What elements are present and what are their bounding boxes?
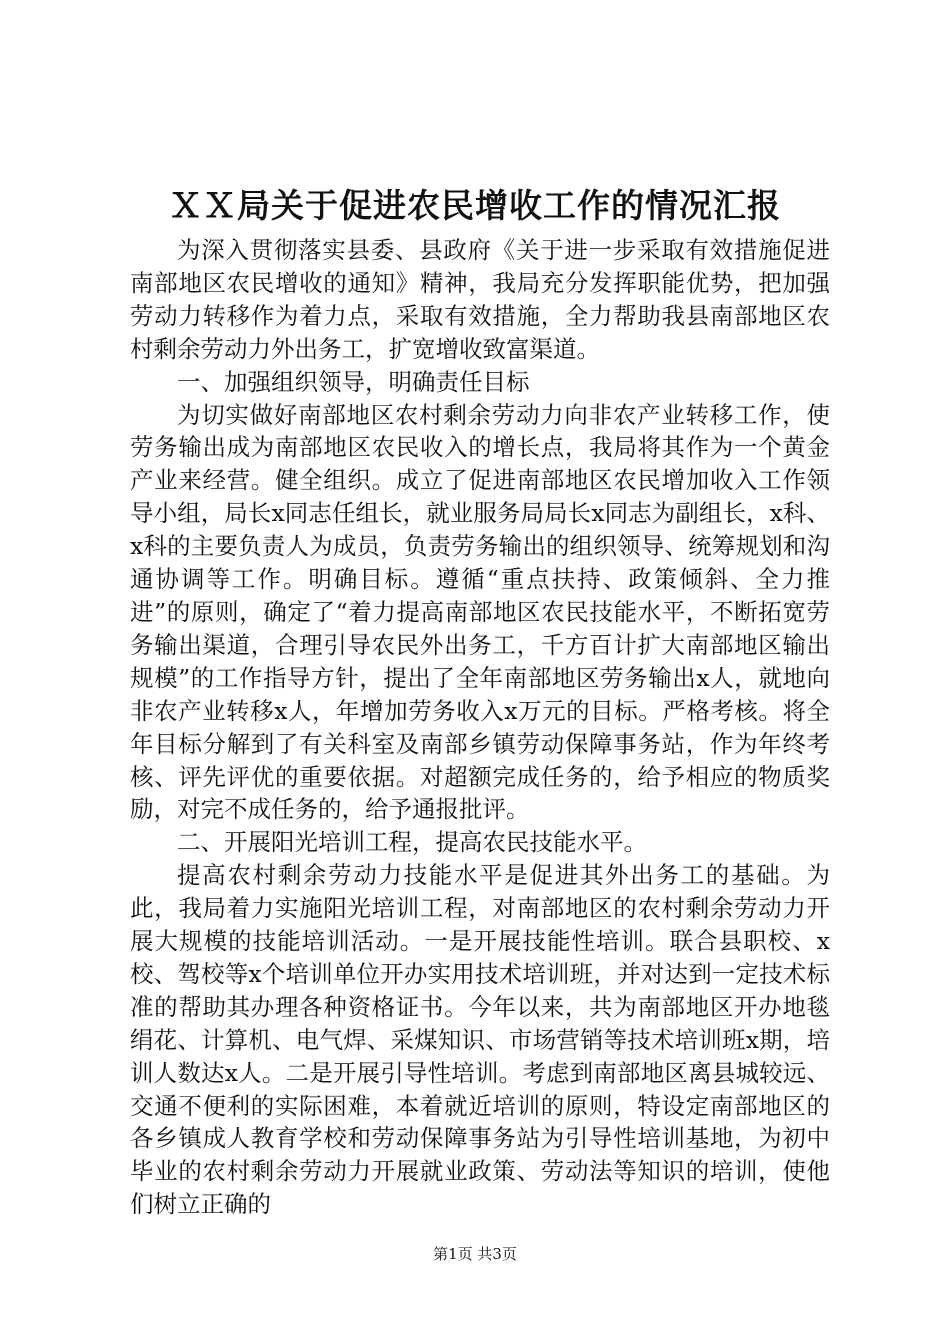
paragraph-section-1: 为切实做好南部地区农村剩余劳动力向非农产业转移工作，使劳务输出成为南部地区农民收入的增长点，我局将其作为一个黄金产业来经营。健全组织。成立了促进南部地区农民增加收入工作领导小组，局长x同志任组长，就业服务局局长x同志为副组长，x科、x科的主要负责人为成员，负责劳务输出的组织领导、统筹规划和沟通协调等工作。明确目标。遵循“重点扶持、政策倾斜、全力推进”的原则，确定了“着力提高南部地区农民技能水平，不断拓宽劳务输出渠道，合理引导农民外出务工，千方百计扩大南部地区输出规模”的工作指导方针，提出了全年南部地区劳务输出x人，就地向非农产业转移x人，年增加劳务收入x万元的目标。严格考核。将全年目标分解到了有关科室及南部乡镇劳动保障事务站，作为年终考核、评先评优的重要依据。对超额完成任务的，给予相应的物质奖励，对完不成任务的，给予通报批评。 [130, 400, 830, 824]
section-heading-1: 一、加强组织领导，明确责任目标 [177, 367, 530, 396]
page-number-footer: 第1页 共3页 [433, 1245, 517, 1263]
paragraph-section-2: 提高农村剩余劳动力技能水平是促进其外出务工的基础。为此，我局着力实施阳光培训工程，对南部地区的农村剩余劳动力开展大规模的技能培训活动。一是开展技能性培训。联合县职校、x校、驾校等x个培训单位开办实用技术培训班，并对达到一定技术标准的帮助其办理各种资格证书。今年以来，共为南部地区开办地毯绢花、计算机、电气焊、采煤知识、市场营销等技术培训班x期，培训人数达x人。二是开展引导性培训。考虑到南部地区离县城较远、交通不便利的实际困难，本着就近培训的原则，特设定南部地区的各乡镇成人教育学校和劳动保障事务站为引导性培训基地，为初中毕业的农村剩余劳动力开展就业政策、劳动法等知识的培训，使他们树立正确的 [130, 861, 830, 1219]
paragraph-intro: 为深入贯彻落实县委、县政府《关于进一步采取有效措施促进南部地区农民增收的通知》精神，我局充分发挥职能优势，把加强劳动力转移作为着力点，采取有效措施，全力帮助我县南部地区农村剩余劳动力外出务工，扩宽增收致富渠道。 [130, 236, 830, 363]
document-title: ＸＸ局关于促进农民增收工作的情况汇报 [169, 186, 781, 225]
document-body [130, 234, 830, 1221]
section-heading-2: 二、开展阳光培训工程，提高农民技能水平。 [177, 828, 647, 857]
